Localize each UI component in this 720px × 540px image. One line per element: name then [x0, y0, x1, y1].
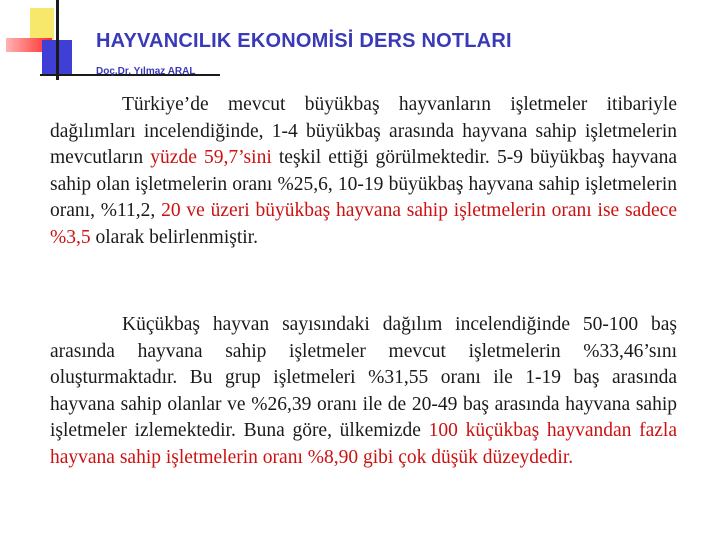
highlight-segment: 100 küçükbaş hayvandan fazla hayvana sahip işletmelerin oranı %8,90 gibi çok düşük düzeydedir.: [50, 420, 677, 468]
text-segment: olarak belirlenmiştir.: [90, 226, 258, 248]
highlight-segment: yüzde 59,7’sini: [150, 147, 272, 168]
paragraph-small-ruminants: [50, 312, 677, 471]
slide-logo-graphic: [0, 0, 90, 80]
text-segment: teşkil ettiği görülmektedir. 5-9 büyükbaş hayvana sahip olan işletmelerin oranı %25,6, 10-19 büyükbaş hayvana sahip işletmelerin oranı, %11,2,: [50, 147, 677, 221]
paragraph-cattle: [50, 92, 677, 251]
page-title: HAYVANCILIK EKONOMİSİ DERS NOTLARI: [96, 30, 512, 52]
text-segment: Küçükbaş hayvan sayısındaki dağılım incelendiğinde 50-100 baş arasında hayvana sahip işletmeler mevcut işletmelerin %33,46’sını oluşturmaktadır. Bu grup işletmeleri %31,55 oranı ile 1-19 baş arasında hayvana sahip olanlar ve %26,39 oranı ile de 20-49 baş arasında hayvana sahip işletmeler izlemektedir. Buna göre, ülkemizde: [50, 314, 677, 441]
author-name: Doç.Dr. Yılmaz ARAL: [96, 66, 196, 77]
text-segment: Türkiye’de mevcut büyükbaş hayvanların işletmeler itibariyle dağılımları incelendiğinde, 1-4 büyükbaş arasında hayvana sahip işletmelerin mevcutların: [50, 94, 677, 168]
logo-yellow-square: [30, 8, 54, 42]
logo-vertical-line: [56, 0, 59, 80]
highlight-segment: 20 ve üzeri büyükbaş hayvana sahip işletmelerin oranı ise sadece %3,5: [50, 200, 677, 248]
